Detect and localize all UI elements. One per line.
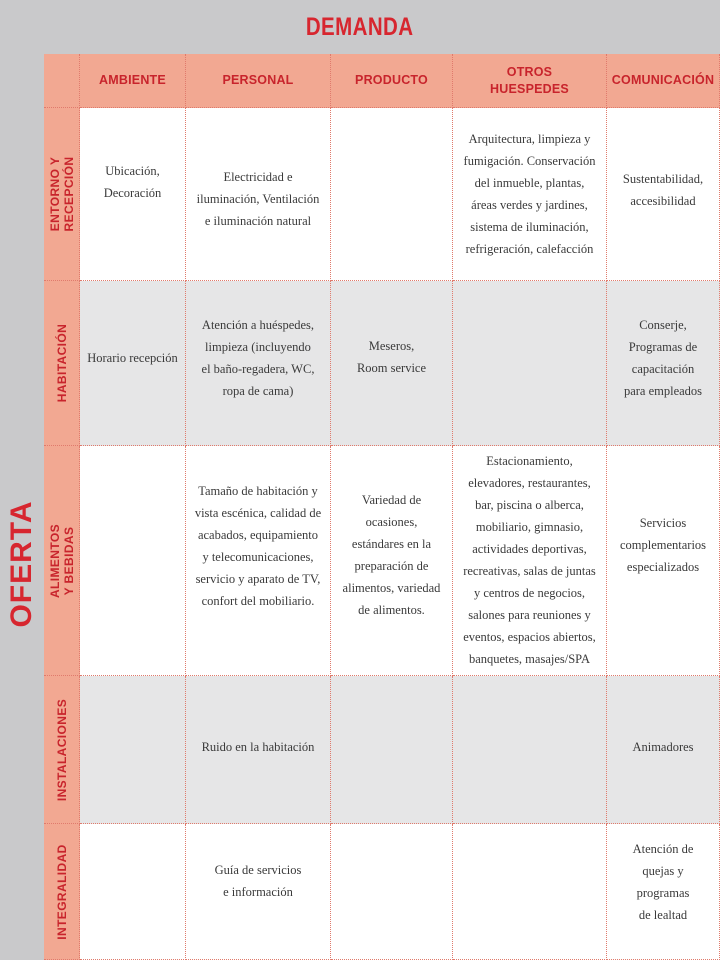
table-cell (331, 108, 453, 281)
table-cell: Conserje, Programas de capacitación para empleados (607, 281, 720, 446)
column-header-personal: PERSONAL (186, 54, 331, 108)
table-cell: Animadores (607, 676, 720, 824)
table-cell (453, 676, 607, 824)
column-header-otros-huespedes: OTROS HUESPEDES (453, 54, 607, 108)
table-cell: Atención de quejas y programas de lealtad (607, 824, 720, 960)
table-cell: Atención a huéspedes, limpieza (incluyendo el baño-regadera, WC, ropa de cama) (186, 281, 331, 446)
table-cell: Sustentabilidad, accesibilidad (607, 108, 720, 281)
table-cell (453, 824, 607, 960)
row-header-integralidad: INTEGRALIDAD (44, 824, 80, 960)
column-header-producto: PRODUCTO (331, 54, 453, 108)
table-cell: Variedad de ocasiones, estándares en la preparación de alimentos, variedad de alimentos. (331, 446, 453, 676)
matrix-table (44, 54, 720, 960)
table-cell (331, 676, 453, 824)
table-cell (80, 676, 186, 824)
row-header-entorno-recepcion: ENTORNO Y RECEPCIÓN (44, 108, 80, 281)
table-cell (80, 824, 186, 960)
demanda-title: DEMANDA (306, 12, 414, 41)
table-cell (331, 824, 453, 960)
column-header-ambiente: AMBIENTE (80, 54, 186, 108)
oferta-title: OFERTA (5, 500, 38, 628)
row-header-instalaciones: INSTALACIONES (44, 676, 80, 824)
table-cell: Meseros, Room service (331, 281, 453, 446)
table-cell: Ubicación, Decoración (80, 108, 186, 281)
table-cell: Estacionamiento, elevadores, restaurantes, bar, piscina o alberca, mobiliario, gimnasio, actividades deportivas, recreativas, salas de juntas y centros de negocios, salones para reuniones y eventos, espacios abiertos, banquetes, masajes/SPA (453, 446, 607, 676)
table-cell: Servicios complementarios especializados (607, 446, 720, 676)
table-cell (453, 281, 607, 446)
oferta-sidebar (0, 54, 44, 960)
table-cell: Horario recepción (80, 281, 186, 446)
table-cell: Electricidad e iluminación, Ventilación e iluminación natural (186, 108, 331, 281)
table-cell: Arquitectura, limpieza y fumigación. Conservación del inmueble, plantas, áreas verdes y jardines, sistema de iluminación, refrigeración, calefacción (453, 108, 607, 281)
corner-cell (44, 54, 80, 108)
column-header-comunicacion: COMUNICACIÓN (607, 54, 720, 108)
table-cell: Ruido en la habitación (186, 676, 331, 824)
row-header-habitacion: HABITACIÓN (44, 281, 80, 446)
table-cell: Guía de servicios e información (186, 824, 331, 960)
row-header-alimentos-bebidas: ALIMENTOS Y BEBIDAS (44, 446, 80, 676)
table-cell (80, 446, 186, 676)
demanda-header (0, 0, 720, 54)
table-cell: Tamaño de habitación y vista escénica, calidad de acabados, equipamiento y telecomunicaciones, servicio y aparato de TV, confort del mobiliario. (186, 446, 331, 676)
